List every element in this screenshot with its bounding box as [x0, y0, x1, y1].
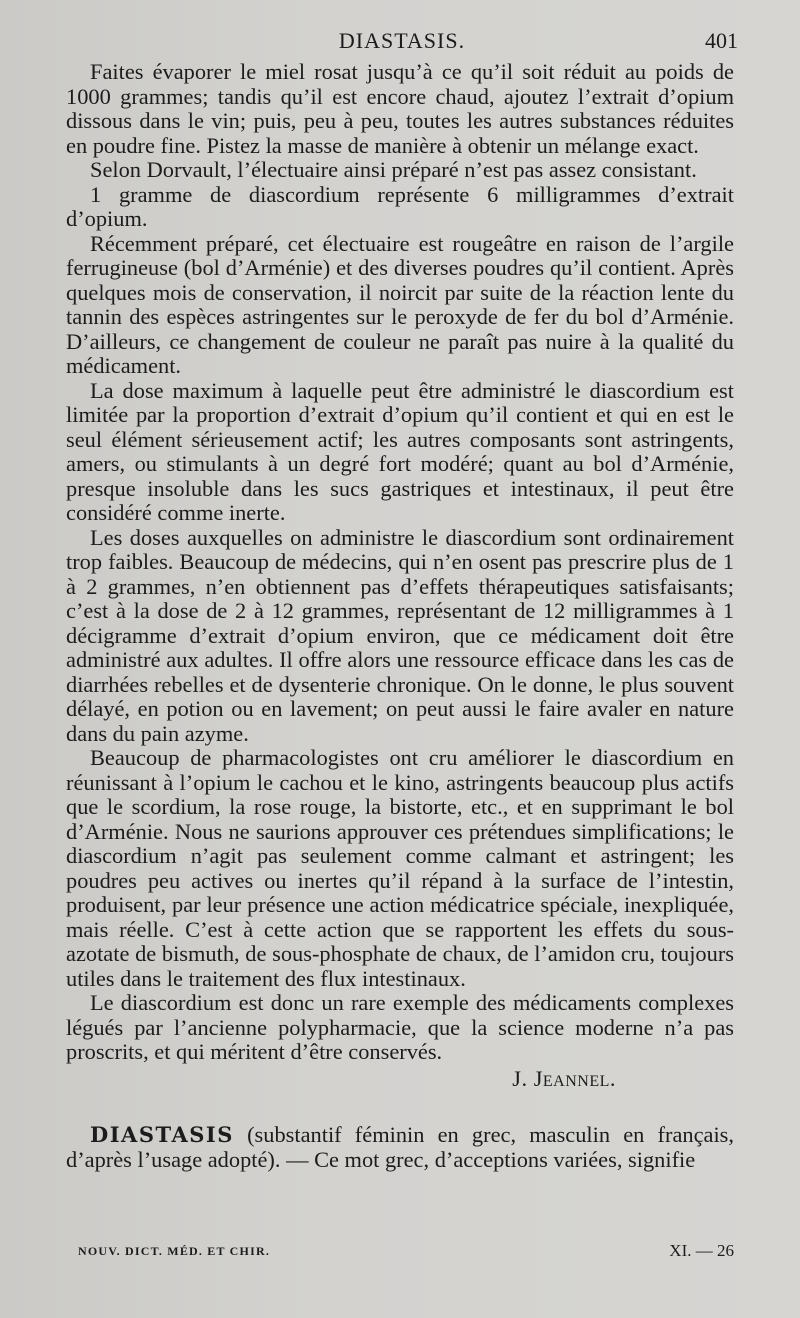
- running-head: [66, 28, 738, 60]
- new-article-entry: [66, 1123, 734, 1172]
- page-number: 401: [705, 28, 738, 53]
- paragraph: Faites évaporer le miel rosat jusqu’à ce qu’il soit réduit au poids de 1000 grammes; tandis qu’il est encore chaud, ajoutez l’extrait d’opium dissous dans le vin; puis, peu à peu, toutes les autres substances réduites en poudre fine. Pistez la masse de manière à obtenir un mélange exact.: [66, 59, 734, 158]
- paragraph: Récemment préparé, cet électuaire est rougeâtre en raison de l’argile ferrugineuse (bol d’Arménie) et des diverses poudres qu’il contient. Après quelques mois de conservation, il noircit par suite de la réaction lente du tannin des espèces astringentes sur le peroxyde de fer du bol d’Arménie. D’ailleurs, ce changement de couleur ne paraît pas nuire à la qualité du médicament.: [66, 230, 734, 378]
- footer: [66, 1241, 734, 1264]
- paragraph: Les doses auxquelles on administre le diascordium sont ordinairement trop faibles. Beaucoup de médecins, qui n’en osent pas prescrire plus de 1 à 2 grammes, n’en obtiennent pas d’effets thérapeutiques satisfaisants; c’est à la dose de 2 à 12 grammes, représentant de 12 milligrammes à 1 décigramme d’extrait d’opium environ, que ce médicament doit être administré aux adultes. Il offre alors une ressource efficace dans les cas de diarrhées rebelles et de dysenterie chronique. On le donne, le plus souvent délayé, en potion ou en lavement; on peut aussi le faire avaler en nature dans du pain azyme.: [66, 524, 734, 746]
- running-title: DIASTASIS.: [338, 28, 466, 53]
- author-signature: J. Jeannel.: [512, 1065, 616, 1091]
- paragraph: La dose maximum à laquelle peut être administré le diascordium est limitée par la proportion d’extrait d’opium qu’il contient et qui en est le seul élément sérieusement actif; les autres composants sont astringents, amers, ou stimulants à un degré fort modéré; quant au bol d’Arménie, presque insoluble dans les sucs gastriques et intestinaux, il peut être considéré comme inerte.: [66, 377, 734, 525]
- article-intro-text: (substantif féminin en grec, masculin en français, d’après l’usage adopté). — Ce mot grec, d’acceptions variées, signifie: [66, 1122, 734, 1172]
- paragraph: Beaucoup de pharmacologistes ont cru améliorer le diascordium en réunissant à l’opium le cachou et le kino, astringents beaucoup plus actifs que le scordium, la rose rouge, la bistorte, etc., et en supprimant le bol d’Arménie. Nous ne saurions approuver ces prétendues simplifications; le diascordium n’agit pas seulement comme calmant et astringent; les poudres peu actives ou inertes qu’il répand à la surface de l’intestin, produisent, par leur présence une action médicatrice spéciale, inexpliquée, mais réelle. C’est à cette action que se rapportent les effets du sous-azotate de bismuth, de sous-phosphate de chaux, de l’amidon cru, toujours utiles dans le traitement des flux intestinaux.: [66, 745, 734, 991]
- article-text: [66, 60, 734, 1172]
- paragraph: Le diascordium est donc un rare exemple des médicaments complexes légués par l’ancienne polypharmacie, que la science moderne n’a pas proscrits, et qui méritent d’être conservés.: [66, 990, 734, 1064]
- footer-signature-mark: NOUV. DICT. MÉD. ET CHIR.: [78, 1244, 271, 1258]
- footer-volume-sheet: XI. — 26: [669, 1241, 734, 1260]
- paragraph: 1 gramme de diascordium représente 6 milligrammes d’extrait d’opium.: [66, 181, 734, 231]
- article-headword: DIASTASIS: [90, 1122, 234, 1147]
- paragraph: Selon Dorvault, l’électuaire ainsi préparé n’est pas assez consistant.: [90, 157, 697, 182]
